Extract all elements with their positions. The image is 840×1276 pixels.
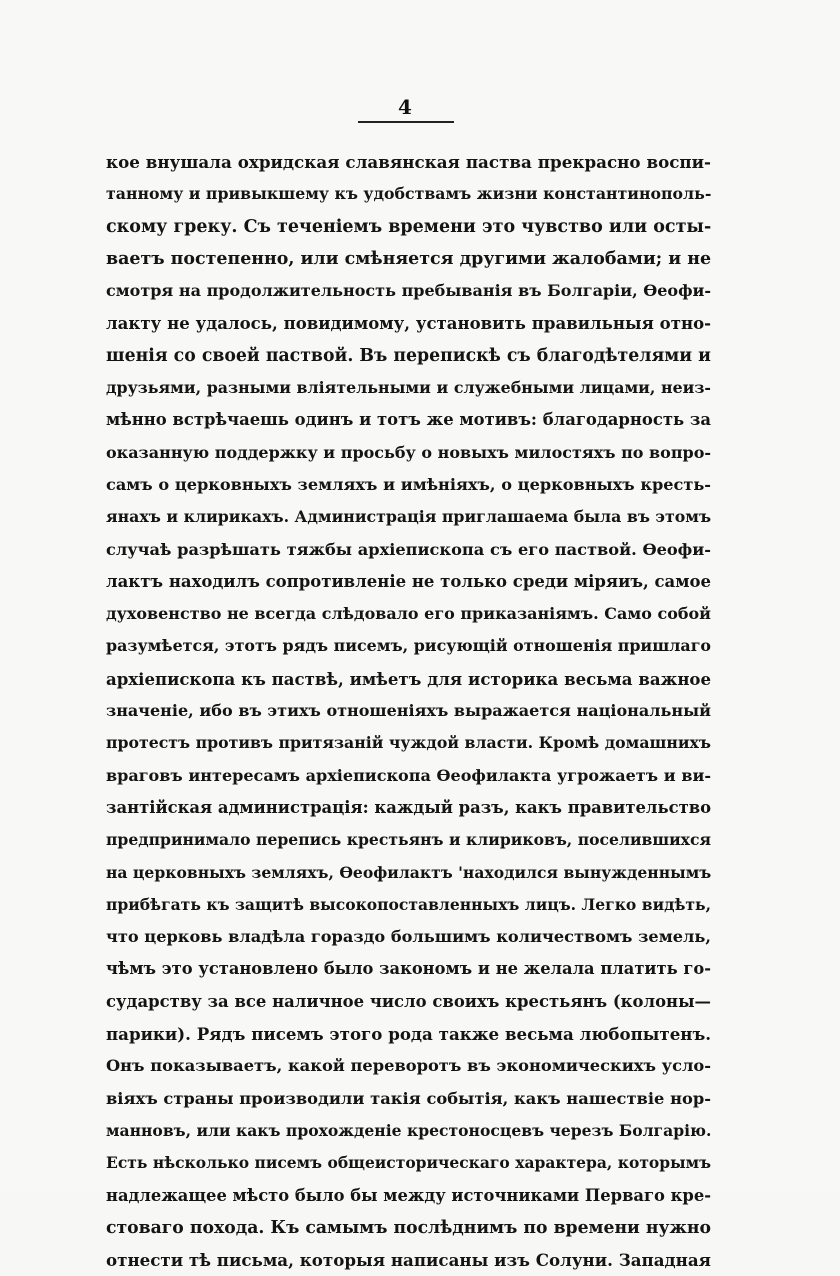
text-line: отнести тѣ письма, которыя написаны изъ Солуни. Западная <box>106 1250 711 1271</box>
text-line: значеніе, ибо въ этихъ отношеніяхъ выражается національный <box>106 701 711 721</box>
text-line: лакту не удалось, повидимому, установить правильныя отно- <box>106 313 711 334</box>
text-line: лактъ находилъ сопротивленіе не только среди міряиъ, самое <box>106 571 711 591</box>
text-line: архіепископа къ паствѣ, имѣетъ для историка весьма важное <box>106 668 711 689</box>
text-line: янахъ и клирикахъ. Администрація приглашаема была въ этомъ <box>106 507 711 527</box>
text-line: чѣмъ это установлено было закономъ и не желала платить го- <box>106 959 711 979</box>
text-line: враговъ интересамъ архіепископа Ѳеофилакта угрожаетъ и ви- <box>106 765 711 785</box>
text-line: парики). Рядъ писемъ этого рода также весьма любопытенъ. <box>106 1024 711 1045</box>
text-line: духовенство не всегда слѣдовало его приказаніямъ. Само собой <box>106 604 711 624</box>
text-line: случаѣ разрѣшать тяжбы архіепископа съ его паствой. Ѳеофи- <box>106 539 711 559</box>
text-line: мѣнно встрѣчаешь одинъ и тотъ же мотивъ: благодарность за <box>106 410 711 430</box>
text-line: разумѣется, этотъ рядъ писемъ, рисующій отношенія пришлаго <box>106 636 711 656</box>
text-line: танному и привыкшему къ удобствамъ жизни константинополь- <box>106 184 711 204</box>
text-line: зантійская администрація: каждый разъ, какъ правительство <box>106 797 711 817</box>
text-line: шенія со своей паствой. Въ перепискѣ съ благодѣтелями и <box>106 345 711 366</box>
text-line: прибѣгать къ защитѣ высокопоставленныхъ лицъ. Легко видѣть, <box>106 894 711 914</box>
header-rule <box>358 121 454 123</box>
text-line: друзьями, разными вліятельными и служебными лицами, неиз- <box>106 378 711 398</box>
text-line: стоваго похода. Къ самымъ послѣднимъ по времени нужно <box>106 1217 711 1238</box>
page-number: 4 <box>398 95 412 119</box>
text-line: смотря на продолжительность пребыванія въ Болгаріи, Ѳеофи- <box>106 281 711 301</box>
text-line: предпринимало перепись крестьянъ и клириковъ, поселившихся <box>106 830 711 850</box>
text-line: на церковныхъ земляхъ, Ѳеофилактъ 'находился вынужденнымъ <box>106 862 711 882</box>
text-line: ваетъ постепенно, или смѣняется другими жалобами; и не <box>106 248 711 269</box>
text-line: манновъ, или какъ прохожденіе крестоносцевъ черезъ Болгарію. <box>106 1120 711 1140</box>
text-line: самъ о церковныхъ земляхъ и имѣніяхъ, о церковныхъ кресть- <box>106 474 711 494</box>
text-line: протестъ противъ притязаній чуждой власти. Кромѣ домашнихъ <box>106 733 711 753</box>
text-line: Есть нѣсколько писемъ общеисторическаго характера, которымъ <box>106 1153 711 1173</box>
text-line: сударству за все наличное число своихъ крестьянъ (колоны— <box>106 991 711 1011</box>
text-line: надлежащее мѣсто было бы между источниками Перваго кре- <box>106 1185 711 1205</box>
body-text <box>106 146 711 1276</box>
text-line: скому греку. Съ теченіемъ времени это чувство или осты- <box>106 216 711 237</box>
text-line: что церковь владѣла гораздо большимъ количествомъ земель, <box>106 927 711 947</box>
text-line: Онъ показываетъ, какой переворотъ въ экономическихъ усло- <box>106 1056 711 1076</box>
text-line: кое внушала охридская славянская паства прекрасно воспи- <box>106 152 711 172</box>
text-line: віяхъ страны производили такія событія, какъ нашествіе нор- <box>106 1088 711 1108</box>
text-line: оказанную поддержку и просьбу о новыхъ милостяхъ по вопро- <box>106 442 711 462</box>
